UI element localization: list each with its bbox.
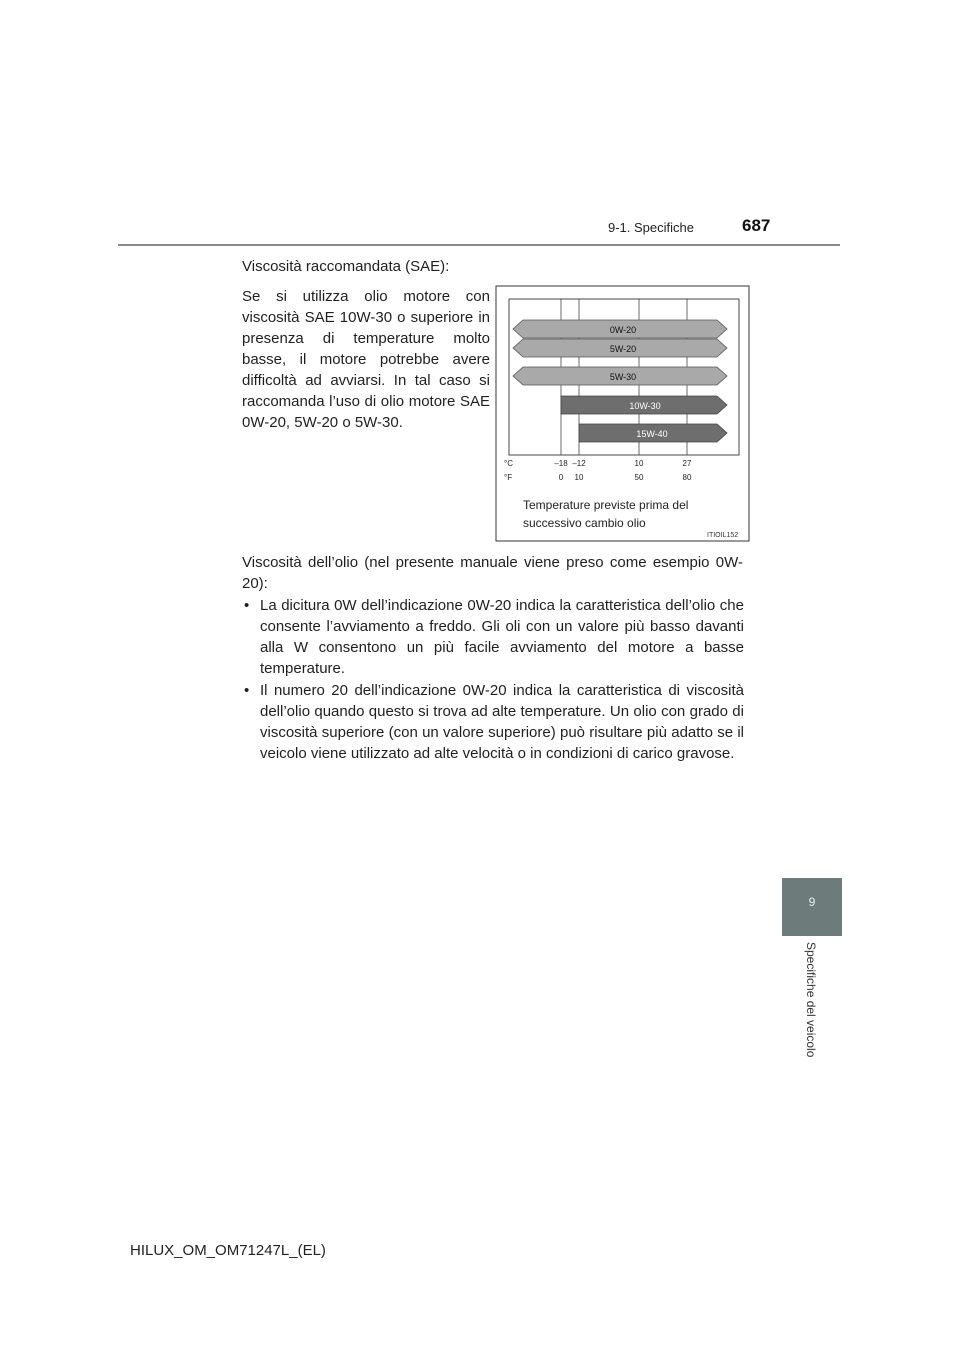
- grade-label-0w20: 0W-20: [609, 325, 637, 335]
- viscosity-chart: [495, 285, 750, 542]
- grade-label-5w20: 5W-20: [609, 344, 637, 354]
- celsius-tick-2: –12: [572, 459, 586, 468]
- document-id: HILUX_OM_OM71247L_(EL): [130, 1242, 326, 1259]
- viscosity-figure: [495, 285, 750, 542]
- celsius-tick-4: 27: [682, 459, 692, 468]
- grade-15w40: [579, 424, 727, 442]
- section-title: 9-1. Specifiche: [608, 220, 694, 235]
- bullet-text-1: La dicitura 0W dell’indicazione 0W-20 indica la caratteristica dell’olio che consente l’avviamento a freddo. Gli oli con un valore più basso davanti alla W consentono un più facile avviamento del motore a basse temperature.: [260, 597, 744, 677]
- fahrenheit-tick-3: 50: [634, 473, 644, 482]
- page-number: 687: [742, 216, 771, 235]
- celsius-unit: °C: [504, 459, 513, 468]
- bullet-marker-1: •: [244, 597, 250, 614]
- fahrenheit-tick-1: 0: [558, 473, 564, 482]
- bullet-item-1: [244, 595, 744, 685]
- grade-5w20: [513, 339, 727, 357]
- grade-label-15w40: 15W-40: [636, 429, 668, 439]
- header-rule: [118, 244, 840, 246]
- chapter-label-text: Specifiche del veicolo: [804, 942, 818, 1058]
- intro-paragraph: Se si utilizza olio motore con viscosità SAE 10W-30 o superiore in presenza di temperature molto basse, il motore potrebbe avere difficoltà ad avviarsi. In tal caso si raccomanda l’uso di olio motore SAE 0W-20, 5W-20 o 5W-30.: [242, 288, 490, 431]
- fahrenheit-tick-2: 10: [574, 473, 584, 482]
- viscosity-paragraph: Viscosità dell’olio (nel presente manuale viene preso come esempio 0W-20):: [242, 554, 743, 592]
- celsius-tick-1: –18: [554, 459, 568, 468]
- figure-code: ITIOIL152: [707, 532, 739, 539]
- grade-label-10w30: 10W-30: [629, 401, 661, 411]
- chapter-tab: 9: [782, 878, 842, 936]
- caption-line-2: successivo cambio olio: [523, 516, 646, 530]
- fahrenheit-tick-4: 80: [682, 473, 692, 482]
- bullet-marker-2: •: [244, 682, 250, 699]
- celsius-tick-3: 10: [634, 459, 644, 468]
- caption-line-1: Temperature previste prima del: [523, 498, 689, 512]
- grade-5w30: [513, 367, 727, 385]
- bullet-text-2: Il numero 20 dell’indicazione 0W-20 indica la caratteristica di viscosità dell’olio quando questo si trova ad alte temperature. Un olio con grado di viscosità superiore (con un valore superiore) può risultare più adatto se il veicolo viene utilizzato ad alte velocità o in condizioni di carico gravose.: [260, 682, 744, 762]
- grade-0w20: [513, 320, 727, 338]
- grade-10w30: [561, 396, 727, 414]
- bullet-item-2: [244, 680, 744, 790]
- grade-label-5w30: 5W-30: [609, 372, 637, 382]
- fahrenheit-unit: °F: [504, 473, 513, 482]
- section-heading: Viscosità raccomandata (SAE):: [242, 258, 450, 275]
